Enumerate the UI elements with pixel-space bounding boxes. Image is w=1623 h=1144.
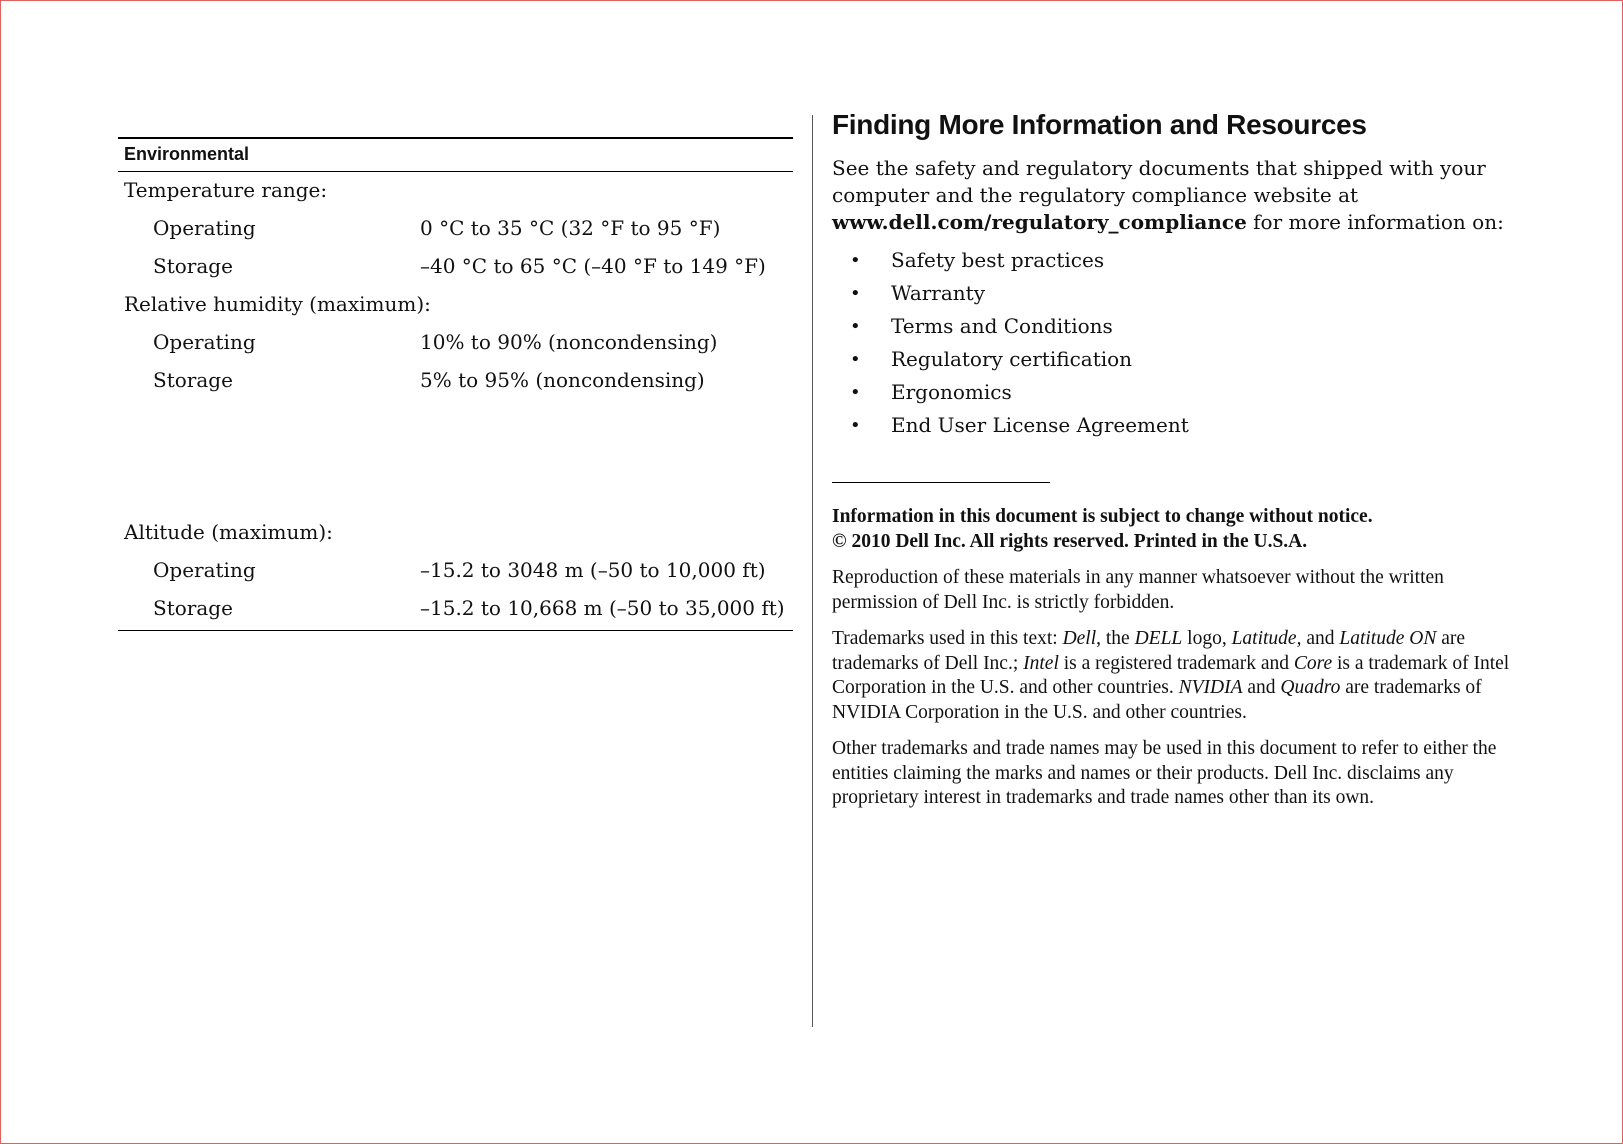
temperature-range-row	[118, 172, 793, 210]
tm-quadro: Quadro	[1280, 677, 1341, 698]
altitude-operating-row	[118, 552, 793, 590]
temperature-storage-row	[118, 248, 793, 286]
resources-title: Finding More Information and Resources	[832, 109, 1367, 140]
altitude-storage-row	[118, 590, 793, 628]
column-divider	[812, 115, 813, 1027]
intro-text: See the safety and regulatory documents that shipped with your computer and the regulatory compliance website at	[832, 156, 1486, 207]
list-item-label: Warranty	[891, 281, 986, 305]
change-notice-line: Information in this document is subject to change without notice.	[832, 506, 1373, 527]
temperature-operating-value: 0 °C to 35 °C (32 °F to 95 °F)	[420, 216, 721, 240]
table-bottom-rule	[118, 630, 793, 631]
list-item	[832, 343, 1512, 376]
humidity-operating-row	[118, 324, 793, 362]
intro-text-after: for more information on:	[1253, 210, 1504, 234]
temperature-storage-value: –40 °C to 65 °C (–40 °F to 149 °F)	[420, 254, 766, 278]
list-item-label: Terms and Conditions	[891, 314, 1113, 338]
environmental-header: Environmental	[118, 139, 793, 172]
altitude-operating-value: –15.2 to 3048 m (–50 to 10,000 ft)	[420, 558, 766, 582]
footnote-rule	[832, 482, 1050, 483]
temperature-operating-row	[118, 210, 793, 248]
legal-notice	[832, 505, 1512, 811]
humidity-storage-value: 5% to 95% (noncondensing)	[420, 368, 705, 392]
tm-dell-logo: DELL	[1134, 628, 1183, 649]
altitude-label: Altitude (maximum):	[124, 520, 333, 544]
list-item	[832, 409, 1512, 442]
temperature-operating-label: Operating	[153, 216, 256, 240]
table-spacer	[118, 400, 793, 514]
list-item	[832, 277, 1512, 310]
bullet-icon: •	[850, 382, 861, 403]
change-notice	[832, 505, 1512, 554]
resource-list	[832, 244, 1512, 442]
humidity-storage-label: Storage	[153, 368, 233, 392]
regulatory-compliance-link[interactable]: www.dell.com/regulatory_compliance	[832, 210, 1247, 234]
resources-section	[832, 109, 1512, 823]
altitude-row	[118, 514, 793, 552]
list-item-label: Ergonomics	[891, 380, 1012, 404]
bullet-icon: •	[850, 349, 861, 370]
altitude-storage-label: Storage	[153, 596, 233, 620]
list-item	[832, 310, 1512, 343]
list-item	[832, 376, 1512, 409]
tm-intel: Intel	[1023, 652, 1059, 674]
altitude-operating-label: Operating	[153, 558, 256, 582]
altitude-storage-value: –15.2 to 10,668 m (–50 to 35,000 ft)	[420, 596, 785, 620]
humidity-storage-row	[118, 362, 793, 400]
tm-nvidia: NVIDIA	[1178, 677, 1243, 698]
list-item-label: End User License Agreement	[891, 413, 1189, 437]
other-trademarks-paragraph: Other trademarks and trade names may be used in this document to refer to either the entities claiming the marks and names or their products. Dell Inc. disclaims any proprietary interest in trademarks and trade names other than its own.	[832, 738, 1497, 808]
environmental-table	[118, 137, 793, 631]
list-item-label: Regulatory certification	[891, 347, 1133, 371]
list-item	[832, 244, 1512, 277]
tm-latitude: Latitude,	[1231, 628, 1302, 649]
reproduction-paragraph: Reproduction of these materials in any manner whatsoever without the written permission of Dell Inc. is strictly forbidden.	[832, 567, 1444, 613]
humidity-label: Relative humidity (maximum):	[124, 292, 431, 316]
tm-dell: Dell	[1062, 628, 1097, 649]
temperature-storage-label: Storage	[153, 254, 233, 278]
bullet-icon: •	[850, 250, 861, 271]
temperature-range-label: Temperature range:	[124, 178, 328, 202]
bullet-icon: •	[850, 415, 861, 436]
trademarks-paragraph: Trademarks used in this text: Dell, the DELL logo, Latitude, and Latitude ON are trademarks of Dell Inc.; Intel is a registered trademark and Core is a trademark of Intel Corporation in the U.S. and other countries. NVIDIA and Quadro are trademarks of NVIDIA Corporation in the U.S. and other countries.	[832, 628, 1510, 723]
humidity-operating-value: 10% to 90% (noncondensing)	[420, 330, 718, 354]
tm-latitude-on: Latitude ON	[1339, 628, 1437, 649]
humidity-operating-label: Operating	[153, 330, 256, 354]
resources-intro	[832, 155, 1512, 236]
humidity-row	[118, 286, 793, 324]
list-item-label: Safety best practices	[891, 248, 1105, 272]
tm-core: Core	[1293, 652, 1333, 674]
bullet-icon: •	[850, 316, 861, 337]
bullet-icon: •	[850, 283, 861, 304]
copyright-line: © 2010 Dell Inc. All rights reserved. Printed in the U.S.A.	[832, 530, 1308, 552]
